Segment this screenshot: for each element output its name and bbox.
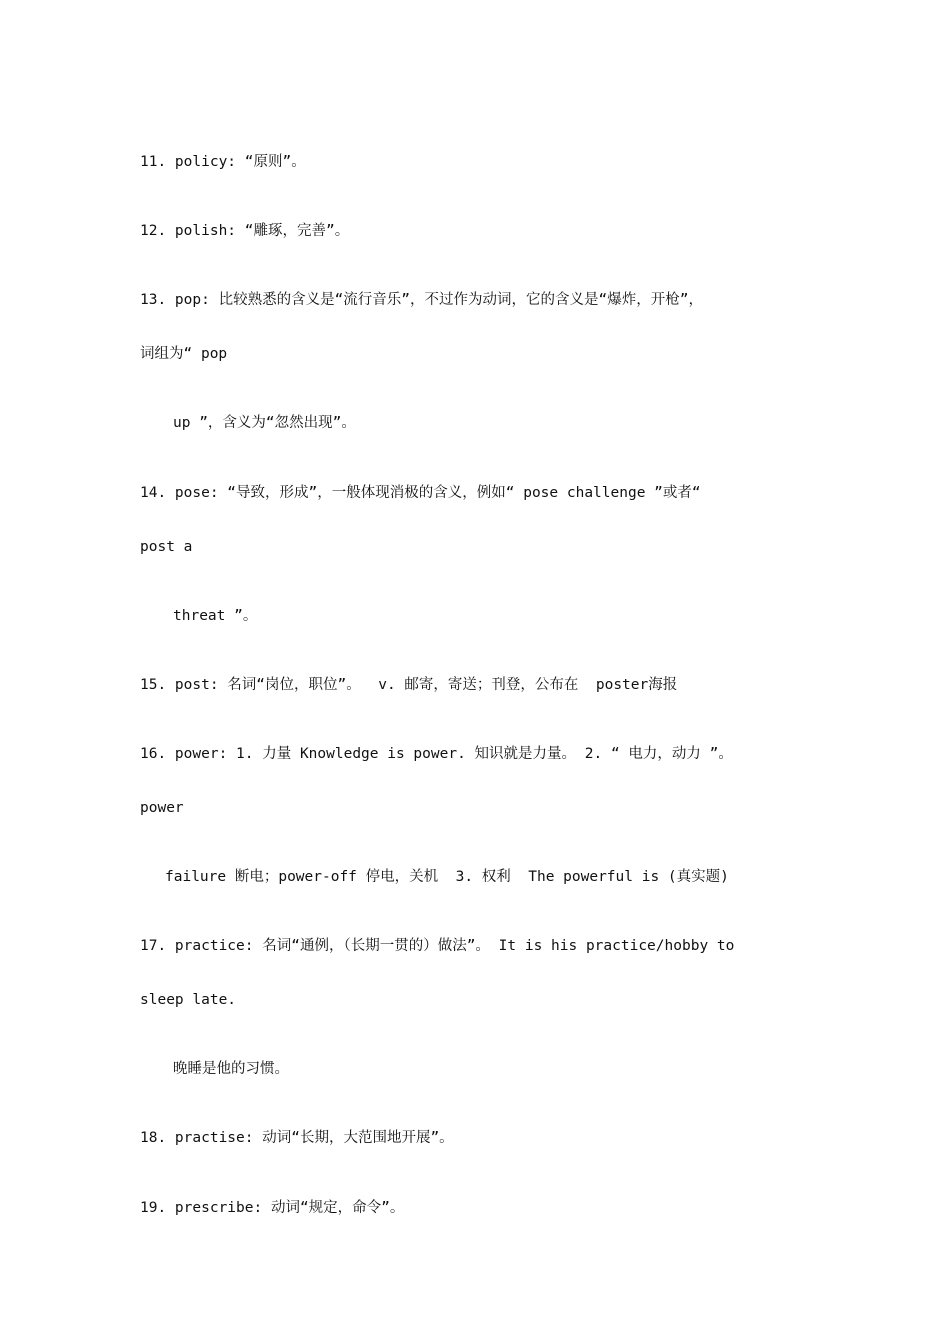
entry-18-practise: 18. practise: 动词“长期，大范围地开展”。 xyxy=(140,1130,454,1146)
entry-16-power: 16. power: 1. 力量 Knowledge is power. 知识就是力量。 2. “ 电力，动力 ”。 xyxy=(140,746,733,762)
entry-17-practice: 17. practice: 名词“通例，（长期一贯的）做法”。 It is his practice/hobby to xyxy=(140,938,735,954)
entry-14-pose-continued: post a xyxy=(140,539,193,555)
entry-14-pose-threat: threat ”。 xyxy=(173,608,258,624)
entry-17-practice-translation: 晚睡是他的习惯。 xyxy=(173,1061,289,1077)
entry-13-pop-continued: 词组为“ pop xyxy=(140,346,228,362)
entry-19-prescribe: 19. prescribe: 动词“规定，命令”。 xyxy=(140,1200,405,1216)
entry-14-pose: 14. pose: “导致，形成”，一般体现消极的含义，例如“ pose challenge ”或者“ xyxy=(140,485,701,501)
entry-16-power-failure: failure 断电；power-off 停电，关机 3. 权利 The powerful is (真实题) xyxy=(165,869,729,885)
entry-17-practice-continued: sleep late. xyxy=(140,992,237,1008)
entry-13-pop: 13. pop: 比较熟悉的含义是“流行音乐”，不过作为动词，它的含义是“爆炸，开枪”， xyxy=(140,292,703,308)
entry-16-power-continued: power xyxy=(140,800,184,816)
entry-13-pop-up: up ”，含义为“忽然出现”。 xyxy=(173,415,356,431)
entry-15-post: 15. post: 名词“岗位，职位”。 v. 邮寄，寄送；刊登，公布在 poster海报 xyxy=(140,677,678,693)
entry-11-policy: 11. policy: “原则”。 xyxy=(140,154,306,170)
entry-12-polish: 12. polish: “雕琢，完善”。 xyxy=(140,223,350,239)
